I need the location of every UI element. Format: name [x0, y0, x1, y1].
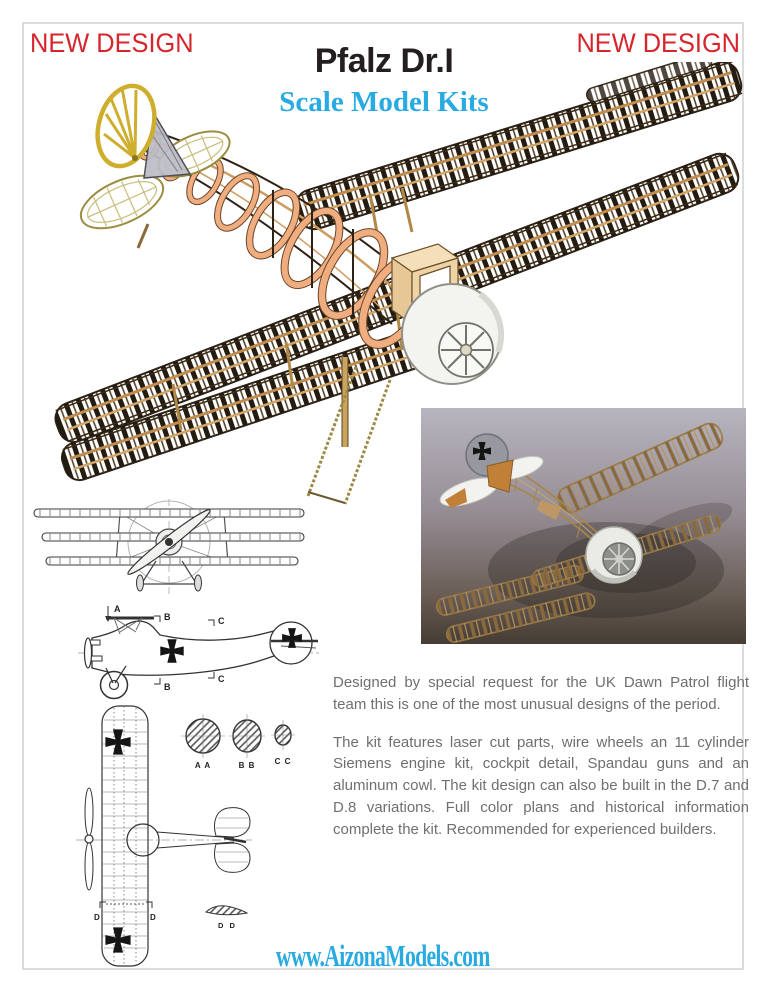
description-paragraph-1: Designed by special request for the UK Dawn Patrol flight team this is one of the most unusual designs of the period.: [333, 674, 749, 713]
description-block: [333, 672, 749, 856]
marker-b-bottom-label: B: [164, 682, 171, 692]
new-design-badge-right: NEW DESIGN: [576, 28, 740, 58]
website-link[interactable]: [22, 938, 744, 974]
render-inset-image: [421, 408, 746, 644]
nose-cowl: [402, 284, 502, 384]
description-paragraph-2: The kit features laser cut parts, wire wheels an 11 cylinder Siemens engine kit, cockpit detail, Spandau guns and an aluminum cowl. The kit design can also be built in the D.7 and D.8 variations. Full color plans and historical information complete the kit. Recommended for experienced builders.: [333, 733, 749, 838]
marker-c-top-label: C: [218, 616, 225, 626]
section-cc: [271, 720, 295, 766]
section-bb: [229, 714, 265, 770]
marker-b-top-label: B: [164, 612, 171, 622]
section-aa-label: A A: [194, 761, 212, 770]
front-view-drawing: [28, 497, 316, 599]
cross-sections-drawing: [177, 710, 305, 776]
page-subtitle: Scale Model Kits: [279, 86, 489, 118]
new-design-badge-left: NEW DESIGN: [30, 28, 194, 58]
marker-c-bottom-label: C: [218, 674, 225, 684]
website-url[interactable]: www.AizonaModels.com: [276, 938, 490, 973]
airfoil-label: D D: [218, 921, 237, 930]
marker-d-left-label: D: [94, 913, 100, 922]
section-bb-label: B B: [238, 761, 256, 770]
page-title: Pfalz Dr.I: [314, 42, 454, 80]
section-aa: [181, 714, 225, 770]
marker-d-right-label: D: [150, 913, 156, 922]
side-view-drawing: [76, 596, 321, 704]
inset-cowl: [586, 527, 642, 583]
section-cc-label: C C: [274, 757, 292, 766]
marker-a-label: A: [114, 604, 121, 614]
airfoil-section: [206, 906, 247, 915]
